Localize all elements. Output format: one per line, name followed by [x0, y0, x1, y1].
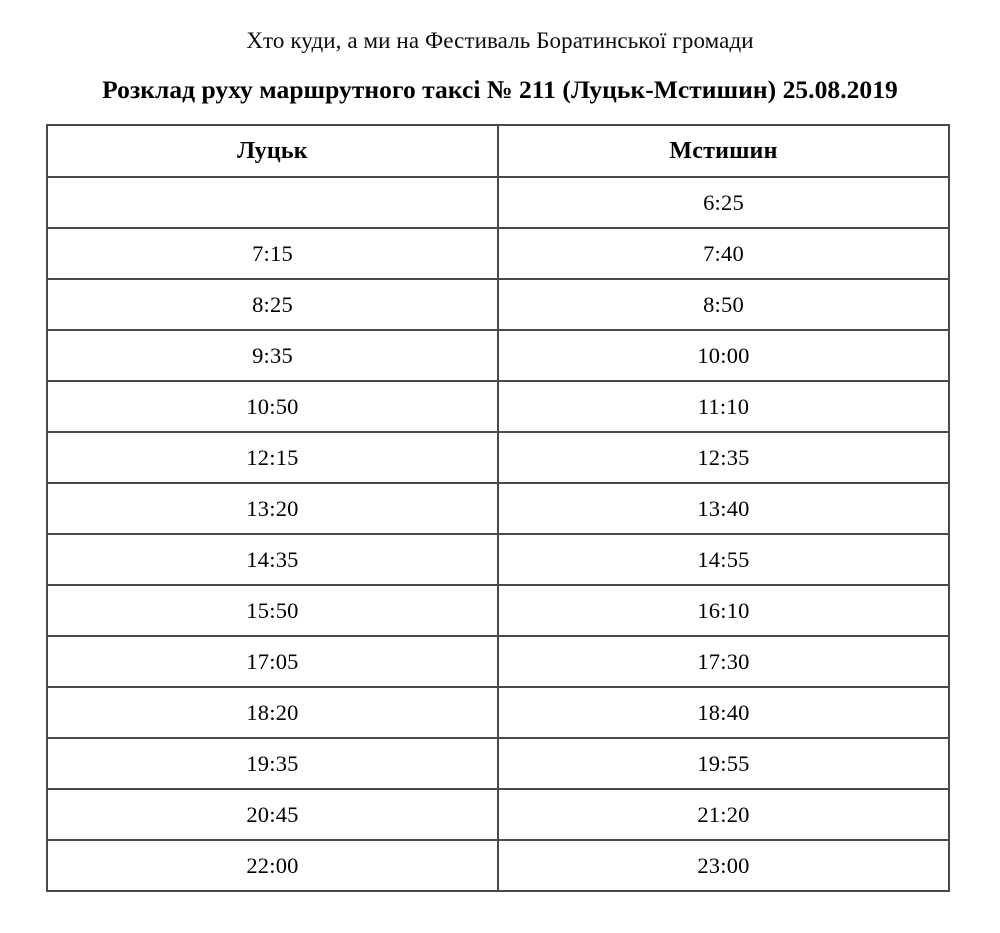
column-header-lutsk: Луцьк [47, 125, 498, 177]
departure-time-mstyshyn: 17:30 [498, 636, 949, 687]
departure-time-lutsk: 22:00 [47, 840, 498, 891]
departure-time-lutsk: 10:50 [47, 381, 498, 432]
table-row [47, 687, 949, 738]
departure-time-lutsk: 14:35 [47, 534, 498, 585]
departure-time-mstyshyn: 23:00 [498, 840, 949, 891]
table-row [47, 636, 949, 687]
table-row [47, 330, 949, 381]
departure-time-mstyshyn: 11:10 [498, 381, 949, 432]
departure-time-mstyshyn: 18:40 [498, 687, 949, 738]
table-header [47, 125, 949, 177]
departure-time-lutsk: 18:20 [47, 687, 498, 738]
departure-time-lutsk: 9:35 [47, 330, 498, 381]
departure-time-mstyshyn: 14:55 [498, 534, 949, 585]
table-body [47, 177, 949, 891]
table-row [47, 228, 949, 279]
departure-time-lutsk: 15:50 [47, 585, 498, 636]
departure-time-lutsk: 20:45 [47, 789, 498, 840]
departure-time-mstyshyn: 16:10 [498, 585, 949, 636]
departure-time-lutsk: 19:35 [47, 738, 498, 789]
timetable-container [46, 124, 948, 892]
table-header-row [47, 125, 949, 177]
title-block [0, 0, 1000, 106]
departure-time-lutsk [47, 177, 498, 228]
table-row [47, 738, 949, 789]
departure-time-lutsk: 8:25 [47, 279, 498, 330]
departure-time-mstyshyn: 12:35 [498, 432, 949, 483]
table-row [47, 381, 949, 432]
page-subheadline: Розклад руху маршрутного таксі № 211 (Луцьк-Мстишин) 25.08.2019 [102, 75, 898, 104]
table-row [47, 483, 949, 534]
table-row [47, 840, 949, 891]
table-row [47, 177, 949, 228]
departure-time-mstyshyn: 10:00 [498, 330, 949, 381]
departure-time-mstyshyn: 7:40 [498, 228, 949, 279]
table-row [47, 534, 949, 585]
table-row [47, 279, 949, 330]
table-row [47, 432, 949, 483]
departure-time-lutsk: 13:20 [47, 483, 498, 534]
bus-schedule-table [46, 124, 950, 892]
departure-time-lutsk: 17:05 [47, 636, 498, 687]
departure-time-mstyshyn: 8:50 [498, 279, 949, 330]
departure-time-mstyshyn: 13:40 [498, 483, 949, 534]
table-row [47, 585, 949, 636]
column-header-mstyshyn: Мстишин [498, 125, 949, 177]
departure-time-lutsk: 7:15 [47, 228, 498, 279]
page-headline: Хто куди, а ми на Фестиваль Боратинської громади [246, 28, 754, 53]
departure-time-lutsk: 12:15 [47, 432, 498, 483]
departure-time-mstyshyn: 6:25 [498, 177, 949, 228]
departure-time-mstyshyn: 21:20 [498, 789, 949, 840]
departure-time-mstyshyn: 19:55 [498, 738, 949, 789]
table-row [47, 789, 949, 840]
